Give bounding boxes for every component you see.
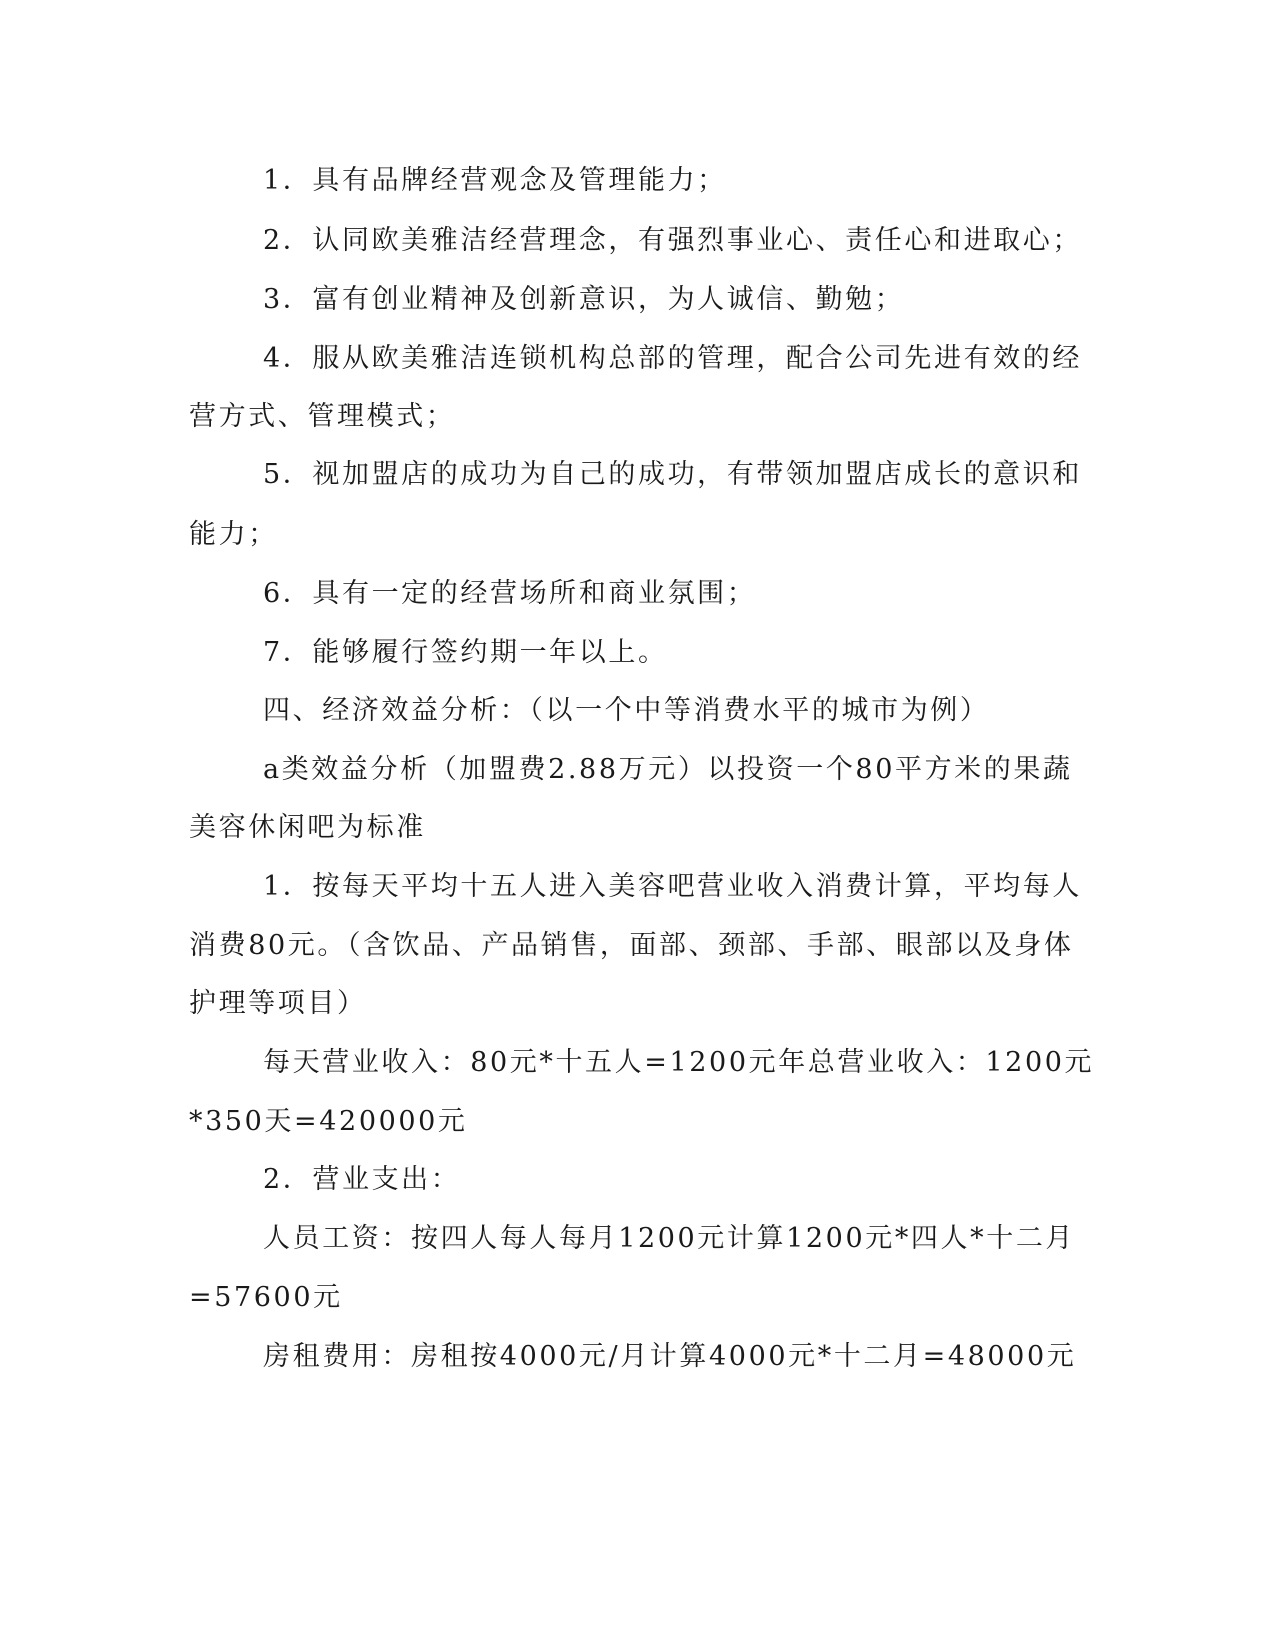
daily-revenue: 每天营业收入：80元*十五人=1200元年总营业收入：1200元 [263, 1047, 1095, 1078]
requirement-5-continued: 能力； [189, 519, 278, 550]
staff-wages-total: =57600元 [189, 1282, 343, 1313]
staff-wages: 人员工资：按四人每人每月1200元计算1200元*四人*十二月 [263, 1223, 1076, 1254]
expenses-heading: 2．营业支出： [263, 1164, 461, 1195]
analysis-type-a: a类效益分析（加盟费2.88万元）以投资一个80平方米的果蔬 [263, 754, 1073, 785]
requirement-5: 5．视加盟店的成功为自己的成功，有带领加盟店成长的意识和 [263, 459, 1082, 490]
requirement-4: 4．服从欧美雅洁连锁机构总部的管理，配合公司先进有效的经 [263, 343, 1082, 374]
requirement-6: 6．具有一定的经营场所和商业氛围； [263, 578, 757, 609]
analysis-type-a-continued: 美容休闲吧为标准 [189, 812, 426, 843]
section-heading-economic-analysis: 四、经济效益分析：（以一个中等消费水平的城市为例） [263, 695, 990, 726]
annual-revenue: *350天=420000元 [189, 1106, 468, 1137]
requirement-2: 2．认同欧美雅洁经营理念，有强烈事业心、责任心和进取心； [263, 225, 1082, 256]
requirement-7: 7．能够履行签约期一年以上。 [263, 637, 668, 668]
revenue-item-1-continued-2: 护理等项目） [189, 988, 367, 1019]
requirement-3: 3．富有创业精神及创新意识，为人诚信、勤勉； [263, 284, 905, 315]
revenue-item-1-continued: 消费80元。（含饮品、产品销售，面部、颈部、手部、眼部以及身体 [189, 930, 1074, 961]
requirement-4-continued: 营方式、管理模式； [189, 401, 456, 432]
rent-expense: 房租费用：房租按4000元/月计算4000元*十二月=48000元 [263, 1341, 1077, 1372]
requirement-1: 1．具有品牌经营观念及管理能力； [263, 165, 727, 196]
revenue-item-1: 1．按每天平均十五人进入美容吧营业收入消费计算，平均每人 [263, 871, 1082, 902]
